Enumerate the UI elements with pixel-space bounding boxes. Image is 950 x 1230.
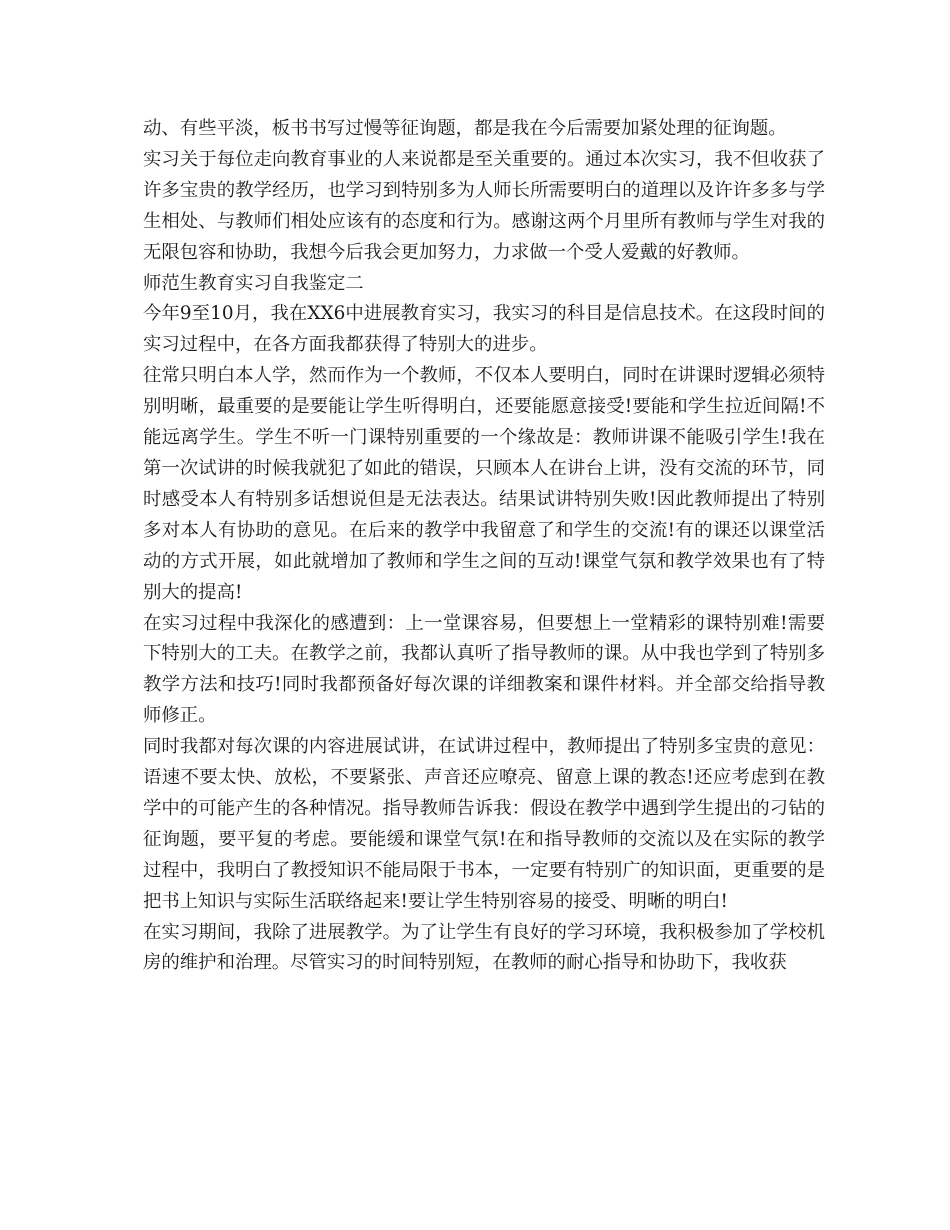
document-body bbox=[143, 114, 825, 979]
paragraph-trial-lectures: 同时我都对每次课的内容进展试讲，在试讲过程中，教师提出了特别多宝贵的意见：语速不要太快、放松，不要紧张、声音还应嘹亮、留意上课的教态!还应考虑到在教学中的可能产生的各种情况。指导教师告诉我：假设在教学中遇到学生提出的刁钻的征询题，要平复的考虑。要能缓和课堂气氛!在和指导教师的交流以及在实际的教学过程中，我明白了教授知识不能局限于书本，一定要有特别广的知识面，更重要的是把书上知识与实际生活联络起来!要让学生特别容易的接受、明晰的明白! bbox=[143, 736, 825, 912]
paragraph-lab-maintenance: 在实习期间，我除了进展教学。为了让学生有良好的学习环境，我积极参加了学校机房的维护和治理。尽管实习的时间特别短，在教师的耐心指导和协助下，我收获 bbox=[143, 921, 825, 974]
paragraph-internship-importance: 实习关于每位走向教育事业的人来说都是至关重要的。通过本次实习，我不但收获了许多宝贵的教学经历，也学习到特别多为人师长所需要明白的道理以及许许多多与学生相处、与教师们相处应该有的态度和行为。感谢这两个月里所有教师与学生对我的无限包容和协助，我想今后我会更加努力，力求做一个受人爱戴的好教师。 bbox=[143, 148, 825, 263]
section-heading: 师范生教育实习自我鉴定二 bbox=[143, 272, 364, 294]
paragraph-intro: 今年9至10月，我在XX6中进展教育实习，我实习的科目是信息技术。在这段时间的实习过程中，在各方面我都获得了特别大的进步。 bbox=[143, 303, 825, 356]
paragraph-good-lesson: 在实习过程中我深化的感遭到：上一堂课容易，但要想上一堂精彩的课特别难!需要下特别大的工夫。在教学之前，我都认真听了指导教师的课。从中我也学到了特别多教学方法和技巧!同时我都预备好每次课的详细教案和课件材料。并全部交给指导教师修正。 bbox=[143, 612, 825, 727]
paragraph-teaching-clarity: 往常只明白本人学，然而作为一个教师，不仅本人要明白，同时在讲课时逻辑必须特别明晰，最重要的是要能让学生听得明白，还要能愿意接受!要能和学生拉近间隔!不能远离学生。学生不听一门课特别重要的一个缘故是：教师讲课不能吸引学生!我在第一次试讲的时候我就犯了如此的错误，只顾本人在讲台上讲，没有交流的环节，同时感受本人有特别多话想说但是无法表达。结果试讲特别失败!因此教师提出了特别多对本人有协助的意见。在后来的教学中我留意了和学生的交流!有的课还以课堂活动的方式开展，如此就增加了教师和学生之间的互动!课堂气氛和教学效果也有了特别大的提高! bbox=[143, 365, 825, 603]
paragraph-continuation: 动、有些平淡，板书书写过慢等征询题，都是我在今后需要加紧处理的征询题。 bbox=[143, 118, 787, 139]
